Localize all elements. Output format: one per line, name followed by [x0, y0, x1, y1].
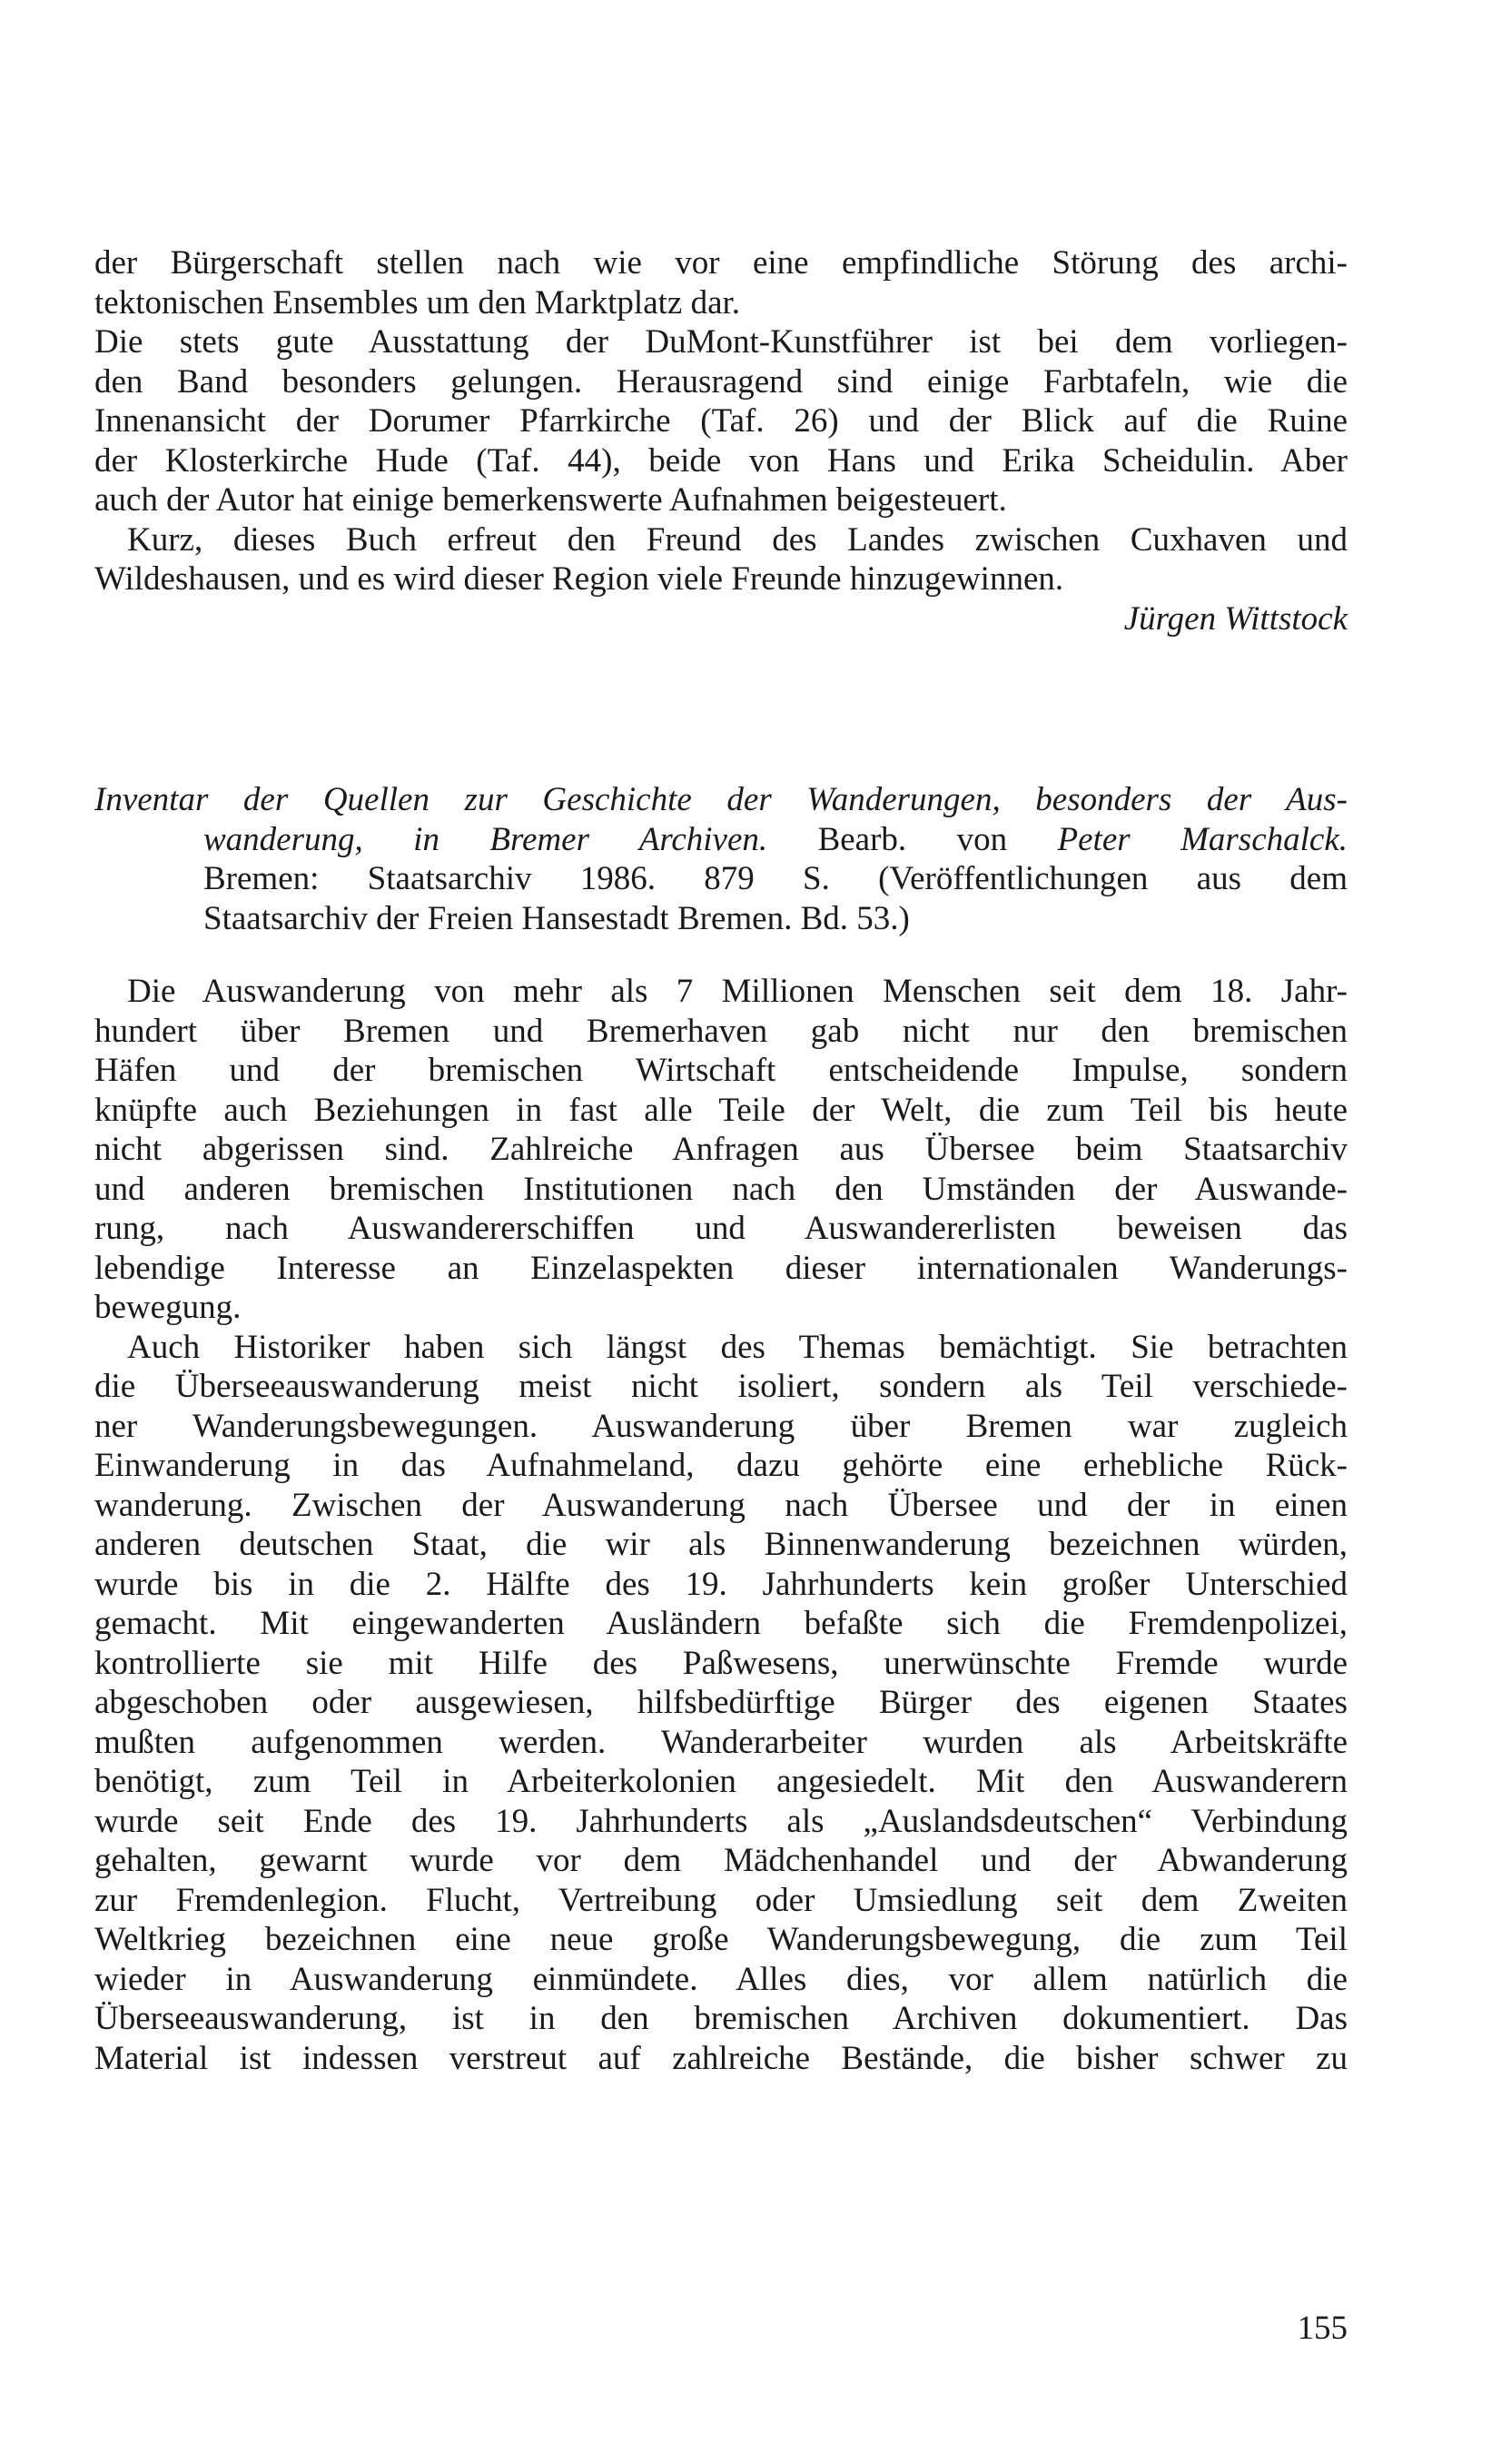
- text-line: die Überseeauswanderung meist nicht isoliert, sondern als Teil verschiede-: [94, 1368, 1348, 1405]
- text-line: bewegung.: [94, 1289, 242, 1326]
- text-line: rung, nach Auswandererschiffen und Auswandererlisten beweisen das: [94, 1210, 1348, 1247]
- text-line: zur Fremdenlegion. Flucht, Vertreibung oder Umsiedlung seit dem Zweiten: [94, 1881, 1348, 1919]
- text-line: benötigt, zum Teil in Arbeiterkolonien angesiedelt. Mit den Auswanderern: [94, 1763, 1348, 1800]
- text-line: Wildeshausen, und es wird dieser Region viele Freunde hinzugewinnen.: [94, 560, 1064, 598]
- reference-series-line: Staatsarchiv der Freien Hansestadt Bremen. Bd. 53.): [203, 899, 910, 937]
- reference-publication-line: Bremen: Staatsarchiv 1986. 879 S. (Veröffentlichungen aus dem: [203, 860, 1348, 897]
- text-line: Einwanderung in das Aufnahmeland, dazu gehörte eine erhebliche Rück-: [94, 1447, 1348, 1484]
- reference-editor: Peter Marschalck.: [1057, 820, 1348, 858]
- text-line: anderen deutschen Staat, die wir als Binnenwanderung bezeichnen würden,: [94, 1526, 1348, 1563]
- text-line: gemacht. Mit eingewanderten Ausländern befaßte sich die Fremdenpolizei,: [94, 1605, 1348, 1642]
- text-line: den Band besonders gelungen. Herausragend sind einige Farbtafeln, wie die: [94, 362, 1348, 401]
- text-line: wieder in Auswanderung einmündete. Alles dies, vor allem natürlich die: [94, 1960, 1348, 1998]
- text-line: ner Wanderungsbewegungen. Auswanderung über Bremen war zugleich: [94, 1407, 1348, 1445]
- text-line: Die Auswanderung von mehr als 7 Millionen Menschen seit dem 18. Jahr-: [127, 973, 1348, 1010]
- text-line: Überseeauswanderung, ist in den bremischen Archiven dokumentiert. Das: [94, 2000, 1348, 2037]
- text-line: Häfen und der bremischen Wirtschaft entscheidende Impulse, sondern: [94, 1052, 1348, 1089]
- text-line: wurde seit Ende des 19. Jahrhunderts als „Auslandsdeutschen“ Verbindung: [94, 1802, 1348, 1840]
- text-line: abgeschoben oder ausgewiesen, hilfsbedürftige Bürger des eigenen Staates: [94, 1684, 1348, 1721]
- reference-title-line: [94, 820, 1348, 860]
- text-line: tektonischen Ensembles um den Marktplatz dar.: [94, 283, 741, 322]
- text-line: Auch Historiker haben sich längst des Themas bemächtigt. Sie betrachten: [127, 1328, 1348, 1366]
- text-line: lebendige Interesse an Einzelaspekten dieser internationalen Wanderungs-: [94, 1249, 1348, 1287]
- page-content: [94, 243, 1348, 2078]
- text-line: der Klosterkirche Hude (Taf. 44), beide von Hans und Erika Scheidulin. Aber: [94, 441, 1348, 480]
- text-line: Die stets gute Ausstattung der DuMont-Kunstführer ist bei dem vorliegen-: [94, 323, 1348, 361]
- page-number: 155: [1297, 2310, 1348, 2347]
- text-line: Innenansicht der Dorumer Pfarrkirche (Taf. 26) und der Blick auf die Ruine: [94, 402, 1348, 440]
- text-line: wanderung. Zwischen der Auswanderung nach Übersee und der in einen: [94, 1486, 1348, 1524]
- text-line: gehalten, gewarnt wurde vor dem Mädchenhandel und der Abwanderung: [94, 1842, 1348, 1879]
- text-line: knüpfte auch Beziehungen in fast alle Teile der Welt, die zum Teil bis heute: [94, 1091, 1348, 1129]
- text-line: Weltkrieg bezeichnen eine neue große Wanderungsbewegung, die zum Teil: [94, 1921, 1348, 1958]
- reference-title-line: Inventar der Quellen zur Geschichte der Wanderungen, besonders der Aus-: [94, 781, 1348, 818]
- text-line: Kurz, dieses Buch erfreut den Freund des Landes zwischen Cuxhaven und: [127, 520, 1348, 559]
- text-line: wurde bis in die 2. Hälfte des 19. Jahrhunderts kein großer Unterschied: [94, 1565, 1348, 1603]
- text-line: kontrollierte sie mit Hilfe des Paßwesens, unerwünschte Fremde wurde: [94, 1644, 1348, 1682]
- text-line: nicht abgerissen sind. Zahlreiche Anfragen aus Übersee beim Staatsarchiv: [94, 1131, 1348, 1168]
- text-line: Material ist indessen verstreut auf zahlreiche Bestände, die bisher schwer zu: [94, 2039, 1348, 2077]
- text-line: hundert über Bremen und Bremerhaven gab nicht nur den bremischen: [94, 1012, 1348, 1050]
- text-line: mußten aufgenommen werden. Wanderarbeiter wurden als Arbeitskräfte: [94, 1723, 1348, 1761]
- reference-title-end: wanderung, in Bremer Archiven.: [203, 820, 768, 858]
- text-line: und anderen bremischen Institutionen nach den Umständen der Auswande-: [94, 1170, 1348, 1208]
- review-body: [94, 972, 1348, 2078]
- review-signature: Jürgen Wittstock: [1123, 599, 1348, 638]
- bibliographic-reference: [94, 780, 1348, 938]
- text-line: auch der Autor hat einige bemerkenswerte Aufnahmen beigesteuert.: [94, 481, 1007, 519]
- review-continuation: [94, 243, 1348, 638]
- text-line: der Bürgerschaft stellen nach wie vor eine empfindliche Störung des archi-: [94, 244, 1348, 282]
- reference-bearb: Bearb. von: [817, 820, 1008, 858]
